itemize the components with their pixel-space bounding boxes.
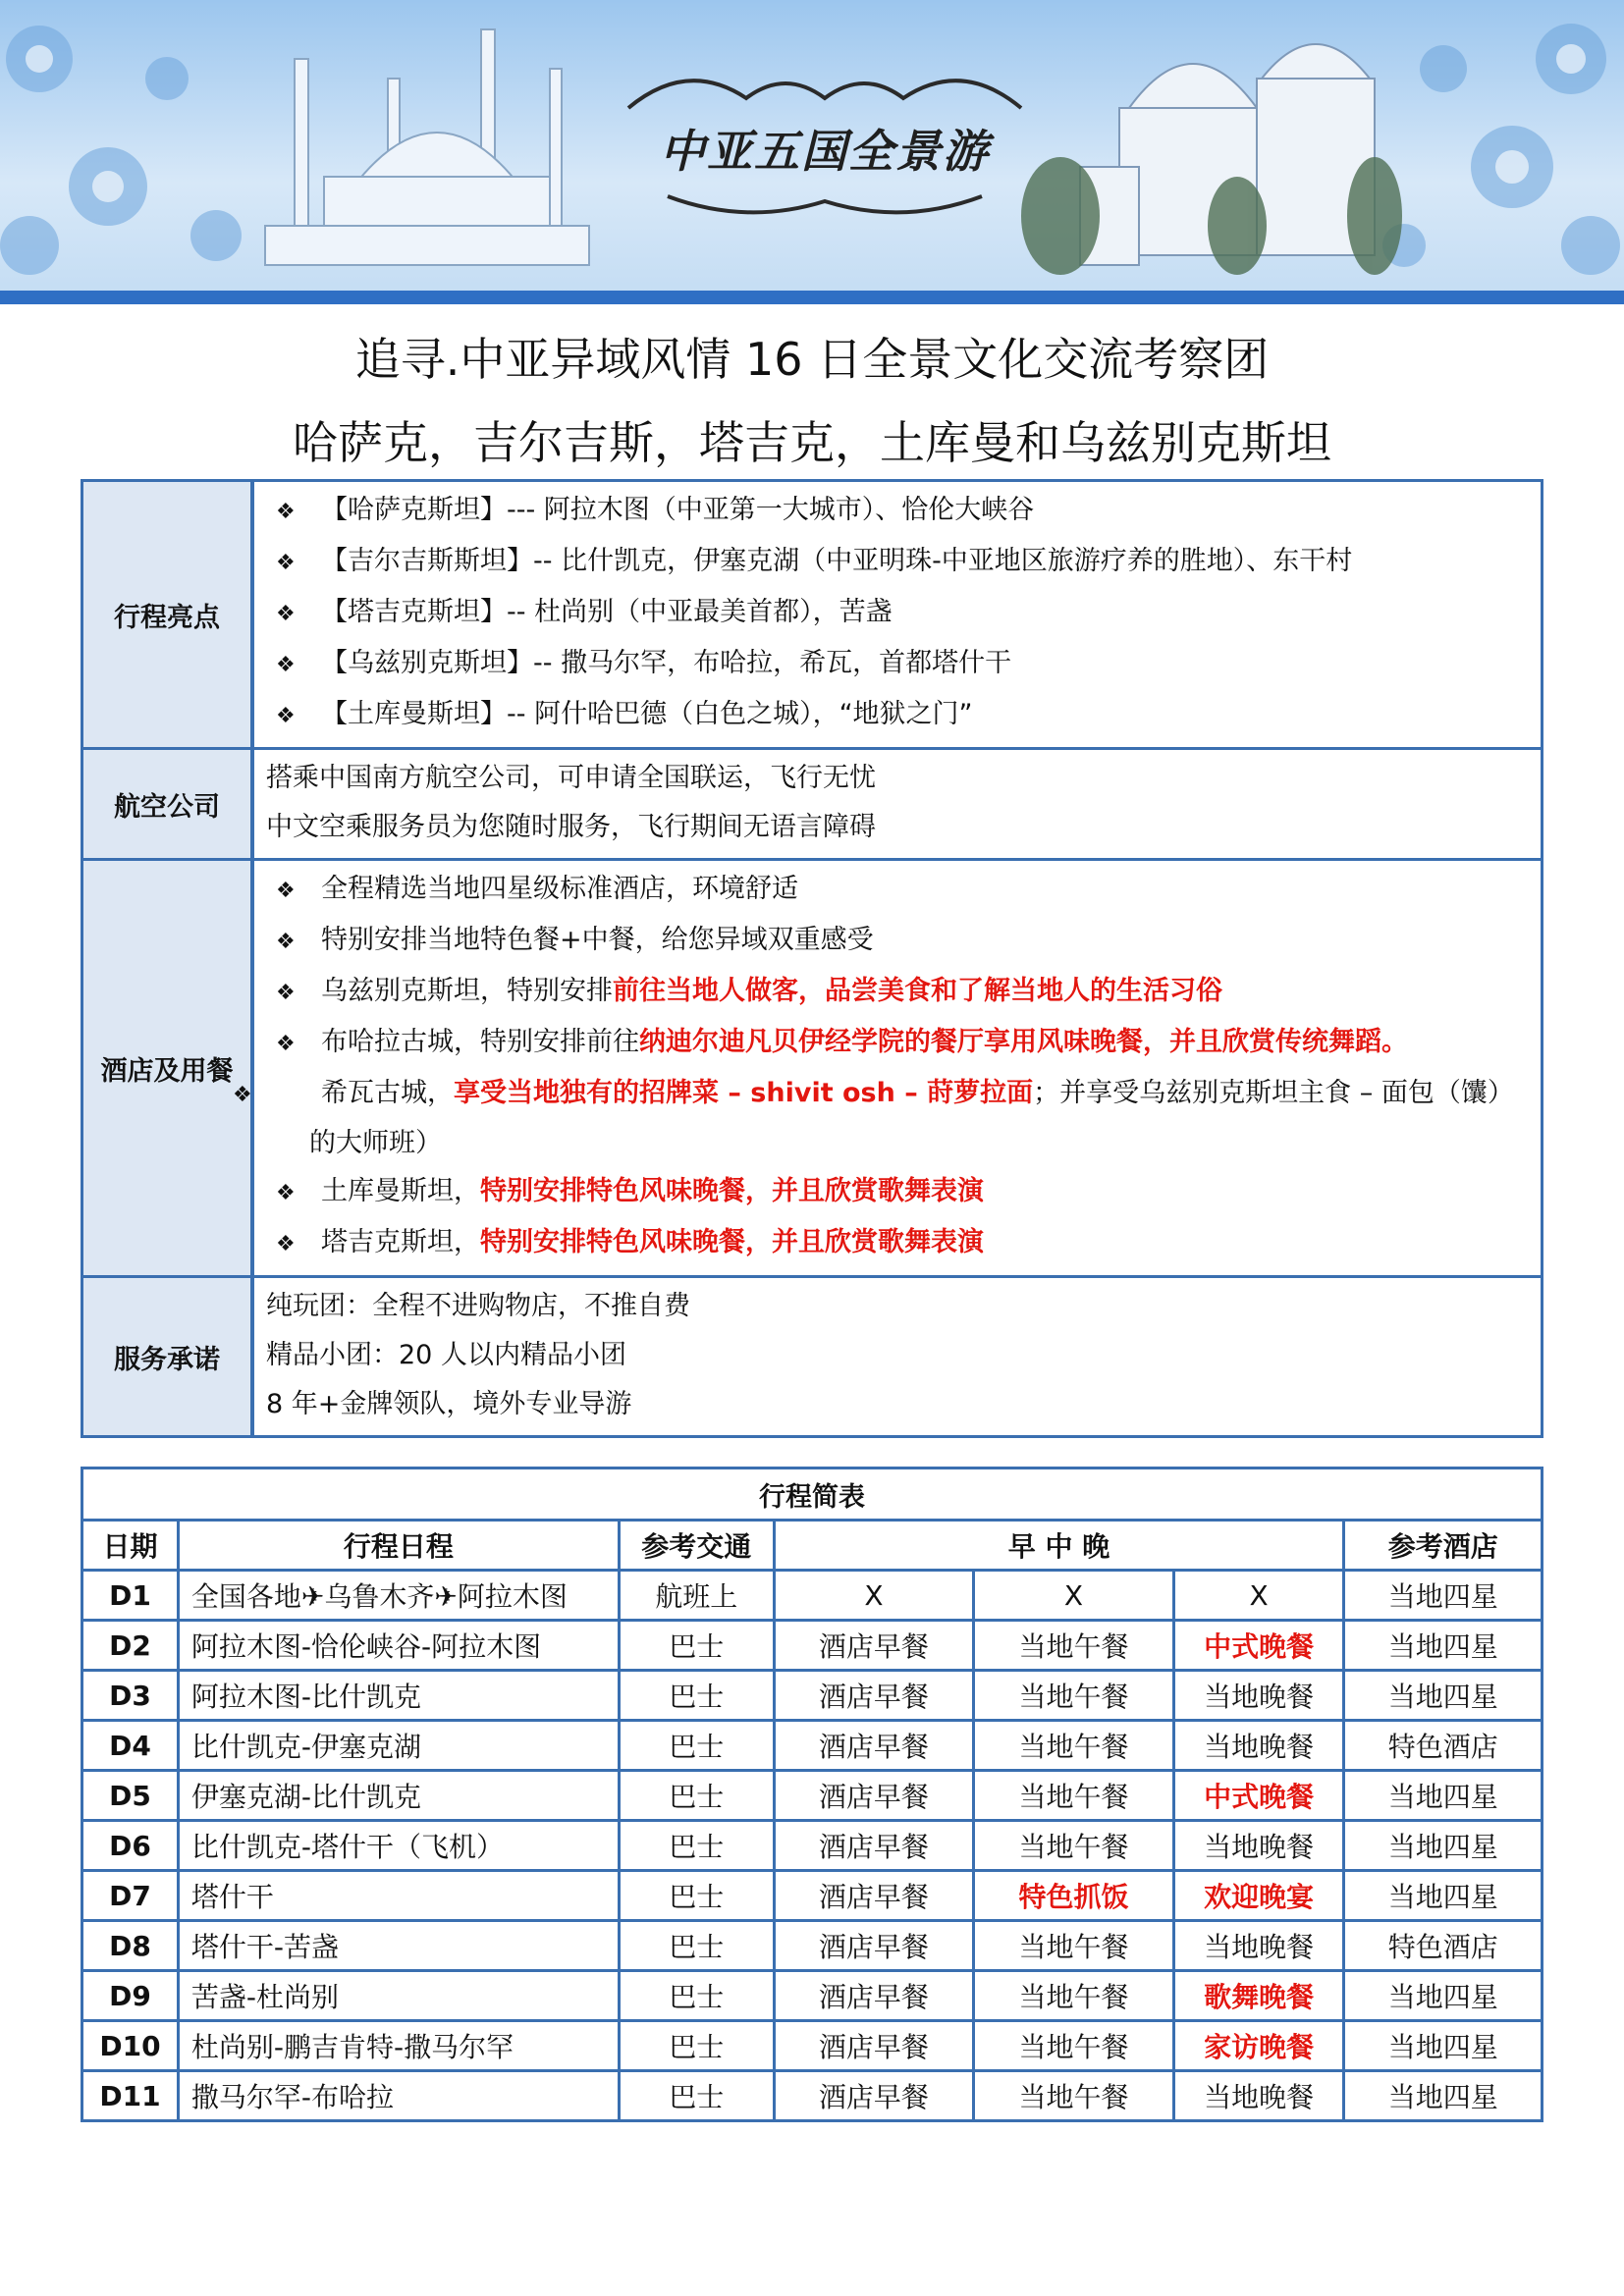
service-label: 服务承诺: [82, 1277, 253, 1437]
route-cell: 伊塞克湖-比什凯克: [178, 1771, 619, 1821]
transport-cell: 巴士: [619, 1671, 774, 1721]
table-row: [82, 1721, 1543, 1771]
route-cell: 塔什干-苦盏: [178, 1921, 619, 1971]
meal-item: ❖ 土库曼斯坦，特别安排特色风味晚餐，并且欣赏歌舞表演: [266, 1167, 1531, 1218]
day-cell: D10: [82, 2021, 179, 2071]
dinner-cell: 当地晚餐: [1173, 2071, 1344, 2121]
day-cell: D11: [82, 2071, 179, 2121]
breakfast-cell: 酒店早餐: [774, 1621, 974, 1671]
dinner-cell: 当地晚餐: [1173, 1921, 1344, 1971]
lunch-cell: X: [974, 1571, 1174, 1621]
route-cell: 比什凯克-伊塞克湖: [178, 1721, 619, 1771]
highlight-item: ❖ 【哈萨克斯坦】--- 阿拉木图（中亚第一大城市）、恰伦大峡谷: [266, 486, 1531, 537]
transport-cell: 巴士: [619, 1771, 774, 1821]
lunch-cell: 当地午餐: [974, 2071, 1174, 2121]
table-row: [82, 1571, 1543, 1621]
lunch-cell: 当地午餐: [974, 1771, 1174, 1821]
page-subtitle: 哈萨克，吉尔吉斯，塔吉克，土库曼和乌兹别克斯坦: [293, 416, 1331, 469]
airline-label: 航空公司: [82, 749, 253, 860]
route-cell: 塔什干: [178, 1871, 619, 1921]
bullet-icon: ❖: [276, 1181, 296, 1205]
day-cell: D4: [82, 1721, 179, 1771]
service-line: 纯玩团：全程不进购物店，不推自费: [266, 1291, 690, 1321]
hotel-cell: 当地四星: [1344, 2021, 1543, 2071]
meal-item: ❖ 全程精选当地四星级标准酒店，环境舒适: [266, 865, 1531, 916]
table-row: [82, 1971, 1543, 2021]
dinner-cell: 当地晚餐: [1173, 1671, 1344, 1721]
airline-line: 搭乘中国南方航空公司，可申请全国联运，飞行无忧: [266, 763, 876, 793]
lunch-cell: 当地午餐: [974, 1671, 1174, 1721]
table-row: [82, 1621, 1543, 1671]
breakfast-cell: 酒店早餐: [774, 1921, 974, 1971]
table-row: [82, 2071, 1543, 2121]
airline-content: [252, 749, 1543, 860]
dinner-cell: 歌舞晚餐: [1173, 1971, 1344, 2021]
highlight-item: ❖ 【土库曼斯坦】-- 阿什哈巴德（白色之城），“地狱之门”: [266, 690, 1531, 741]
hotel-cell: 当地四星: [1344, 1821, 1543, 1871]
day-cell: D6: [82, 1821, 179, 1871]
hotel-cell: 当地四星: [1344, 1771, 1543, 1821]
day-cell: D8: [82, 1921, 179, 1971]
breakfast-cell: 酒店早餐: [774, 2021, 974, 2071]
transport-cell: 巴士: [619, 1871, 774, 1921]
table-row: [82, 2021, 1543, 2071]
breakfast-cell: X: [774, 1571, 974, 1621]
bullet-icon: ❖: [276, 1232, 296, 1256]
route-cell: 全国各地✈乌鲁木齐✈阿拉木图: [178, 1571, 619, 1621]
breakfast-cell: 酒店早餐: [774, 1871, 974, 1921]
service-row: [82, 1277, 1543, 1437]
dinner-cell: 中式晚餐: [1173, 1771, 1344, 1821]
highlights-row: [82, 481, 1543, 749]
lunch-cell: 当地午餐: [974, 1921, 1174, 1971]
dinner-cell: 欢迎晚宴: [1173, 1871, 1344, 1921]
lunch-cell: 当地午餐: [974, 1971, 1174, 2021]
transport-cell: 航班上: [619, 1571, 774, 1621]
table-row: [82, 1871, 1543, 1921]
bullet-icon: ❖: [276, 981, 296, 1005]
lunch-cell: 当地午餐: [974, 1721, 1174, 1771]
meal-item: ❖ 布哈拉古城，特别安排前往纳迪尔迪凡贝伊经学院的餐厅享用风味晚餐，并且欣赏传统舞蹈。: [266, 1018, 1531, 1069]
route-cell: 比什凯克-塔什干（飞机）: [178, 1821, 619, 1871]
hotel-cell: 特色酒店: [1344, 1721, 1543, 1771]
schedule-body: [82, 1571, 1543, 2121]
hotel-meals-row: [82, 860, 1543, 1277]
service-content: [252, 1277, 1543, 1437]
header-meals: 早 中 晚: [774, 1521, 1344, 1571]
bullet-icon: ❖: [276, 602, 296, 626]
day-cell: D2: [82, 1621, 179, 1671]
header-route: 行程日程: [178, 1521, 619, 1571]
day-cell: D3: [82, 1671, 179, 1721]
header-date: 日期: [82, 1521, 179, 1571]
banner-title: 中亚五国全景游: [660, 125, 990, 178]
highlights-label: 行程亮点: [82, 481, 253, 749]
hotel-cell: 特色酒店: [1344, 1921, 1543, 1971]
hotel-cell: 当地四星: [1344, 1621, 1543, 1671]
route-cell: 阿拉木图-恰伦峡谷-阿拉木图: [178, 1621, 619, 1671]
transport-cell: 巴士: [619, 1621, 774, 1671]
breakfast-cell: 酒店早餐: [774, 1771, 974, 1821]
bullet-icon: ❖: [276, 930, 296, 954]
highlight-item: ❖ 【吉尔吉斯斯坦】-- 比什凯克，伊塞克湖（中亚明珠-中亚地区旅游疗养的胜地）、东干村: [266, 537, 1531, 588]
bullet-icon: ❖: [276, 704, 296, 728]
service-line: 精品小团：20 人以内精品小团: [266, 1340, 626, 1370]
page-title: 追寻.中亚异域风情 16 日全景文化交流考察团: [354, 333, 1270, 386]
table-row: [82, 1671, 1543, 1721]
transport-cell: 巴士: [619, 1971, 774, 2021]
bullet-icon: ❖: [276, 1032, 296, 1056]
table-row: [82, 1771, 1543, 1821]
dinner-cell: 中式晚餐: [1173, 1621, 1344, 1671]
dinner-cell: 当地晚餐: [1173, 1821, 1344, 1871]
lunch-cell: 特色抓饭: [974, 1871, 1174, 1921]
banner: [0, 0, 1624, 304]
highlights-content: [252, 481, 1543, 749]
hotel-cell: 当地四星: [1344, 1571, 1543, 1621]
hotel-cell: 当地四星: [1344, 1871, 1543, 1921]
dinner-cell: 家访晚餐: [1173, 2021, 1344, 2071]
day-cell: D9: [82, 1971, 179, 2021]
day-cell: D1: [82, 1571, 179, 1621]
service-line: 8 年+金牌领队，境外专业导游: [266, 1389, 632, 1419]
hotel-cell: 当地四星: [1344, 2071, 1543, 2121]
bullet-icon: ❖: [233, 1083, 252, 1107]
route-cell: 杜尚别-鹏吉肯特-撒马尔罕: [178, 2021, 619, 2071]
bullet-icon: ❖: [276, 879, 296, 903]
day-cell: D7: [82, 1871, 179, 1921]
hotel-meals-content: [233, 860, 1543, 1277]
header-hotel: 参考酒店: [1344, 1521, 1543, 1571]
overview-table: [81, 479, 1543, 1438]
bullet-icon: ❖: [276, 551, 296, 575]
hotel-cell: 当地四星: [1344, 1971, 1543, 2021]
table-row: [82, 1821, 1543, 1871]
breakfast-cell: 酒店早餐: [774, 1671, 974, 1721]
transport-cell: 巴士: [619, 1721, 774, 1771]
header-transport: 参考交通: [619, 1521, 774, 1571]
transport-cell: 巴士: [619, 1921, 774, 1971]
highlight-item: ❖ 【塔吉克斯坦】-- 杜尚别（中亚最美首都），苦盏: [266, 588, 1531, 639]
table-row: [82, 1921, 1543, 1971]
transport-cell: 巴士: [619, 2071, 774, 2121]
breakfast-cell: 酒店早餐: [774, 1721, 974, 1771]
day-cell: D5: [82, 1771, 179, 1821]
breakfast-cell: 酒店早餐: [774, 1971, 974, 2021]
meal-item: ❖ 塔吉克斯坦，特别安排特色风味晚餐，并且欣赏歌舞表演: [266, 1218, 1531, 1269]
lunch-cell: 当地午餐: [974, 1821, 1174, 1871]
meal-item: ❖ 特别安排当地特色餐+中餐，给您异域双重感受: [266, 916, 1531, 967]
lunch-cell: 当地午餐: [974, 1621, 1174, 1671]
schedule-header: [82, 1521, 1543, 1571]
route-cell: 撒马尔罕-布哈拉: [178, 2071, 619, 2121]
bullet-icon: ❖: [276, 500, 296, 524]
meal-item: ❖ 乌兹别克斯坦，特别安排前往当地人做客，品尝美食和了解当地人的生活习俗: [266, 967, 1531, 1018]
bullet-icon: ❖: [276, 653, 296, 677]
airline-line: 中文空乘服务员为您随时服务，飞行期间无语言障碍: [266, 812, 876, 842]
transport-cell: 巴士: [619, 2021, 774, 2071]
route-cell: 阿拉木图-比什凯克: [178, 1671, 619, 1721]
breakfast-cell: 酒店早餐: [774, 2071, 974, 2121]
airline-row: [82, 749, 1543, 860]
lunch-cell: 当地午餐: [974, 2021, 1174, 2071]
meal-item: ❖ 希瓦古城，享受当地独有的招牌菜 – shivit osh – 莳萝拉面；并享受乌兹别克斯坦主食 – 面包（馕）的大师班）: [266, 1069, 1531, 1167]
hotel-cell: 当地四星: [1344, 1671, 1543, 1721]
schedule-table: [81, 1467, 1543, 2122]
transport-cell: 巴士: [619, 1821, 774, 1871]
breakfast-cell: 酒店早餐: [774, 1821, 974, 1871]
route-cell: 苦盏-杜尚别: [178, 1971, 619, 2021]
highlight-item: ❖ 【乌兹别克斯坦】-- 撒马尔罕，布哈拉，希瓦，首都塔什干: [266, 639, 1531, 690]
dinner-cell: 当地晚餐: [1173, 1721, 1344, 1771]
schedule-caption: 行程简表: [82, 1468, 1543, 1521]
dinner-cell: X: [1173, 1571, 1344, 1621]
hotel-meals-label: 酒店及用餐: [82, 860, 253, 1277]
